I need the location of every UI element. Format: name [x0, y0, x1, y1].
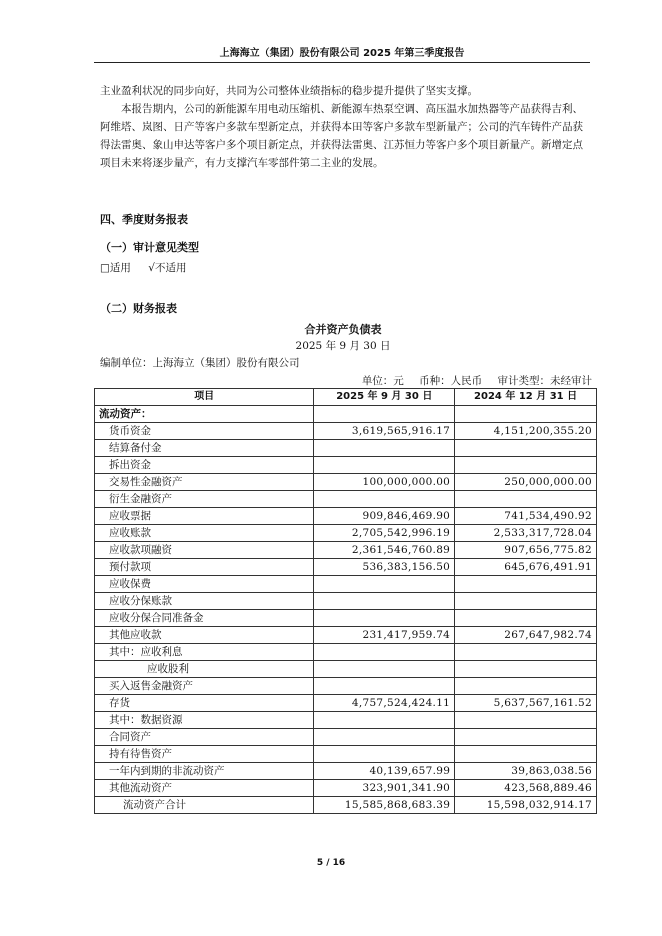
- table-row: [95, 729, 597, 746]
- row-label: 结算备付金: [95, 440, 314, 457]
- table-row: [95, 797, 597, 814]
- table-row: [95, 508, 597, 525]
- value-current-period: 536,383,156.50: [314, 559, 455, 576]
- value-current-period: 323,901,341.90: [314, 780, 455, 797]
- value-prior-period: [455, 576, 597, 593]
- value-prior-period: 645,676,491.91: [455, 559, 597, 576]
- value-current-period: 40,139,657.99: [314, 763, 455, 780]
- value-prior-period: 250,000,000.00: [455, 474, 597, 491]
- value-current-period: [314, 457, 455, 474]
- table-row: [95, 610, 597, 627]
- value-prior-period: [455, 746, 597, 763]
- table-row: [95, 474, 597, 491]
- value-current-period: [314, 491, 455, 508]
- value-current-period: 100,000,000.00: [314, 474, 455, 491]
- value-current-period: 2,361,546,760.89: [314, 542, 455, 559]
- table-row: [95, 712, 597, 729]
- financial-statements-heading: （二）财务报表: [100, 302, 177, 315]
- row-label: 流动资产合计: [95, 797, 314, 814]
- row-label: 持有待售资产: [95, 746, 314, 763]
- table-row: [95, 576, 597, 593]
- table-row: [95, 763, 597, 780]
- value-prior-period: [455, 678, 597, 695]
- value-prior-period: 741,534,490.92: [455, 508, 597, 525]
- audit-type: 审计类型：未经审计: [497, 375, 592, 387]
- table-header-row: [95, 389, 597, 406]
- value-current-period: 4,757,524,424.11: [314, 695, 455, 712]
- row-label: 一年内到期的非流动资产: [95, 763, 314, 780]
- balance-sheet-table: [94, 388, 597, 814]
- value-prior-period: 15,598,032,914.17: [455, 797, 597, 814]
- table-row: [95, 491, 597, 508]
- body-paragraph-1: 主业盈利状况的同步向好，共同为公司整体业绩指标的稳步提升提供了坚实支撑。: [100, 85, 478, 97]
- value-prior-period: 907,656,775.82: [455, 542, 597, 559]
- row-label: 拆出资金: [95, 457, 314, 474]
- option-not-applicable: √不适用: [148, 262, 187, 274]
- audit-opinion-options: [100, 260, 200, 275]
- row-label: 其他流动资产: [95, 780, 314, 797]
- currency-unit: 单位：元: [361, 375, 404, 387]
- table-row: [95, 746, 597, 763]
- table-row: [95, 780, 597, 797]
- balance-sheet-date: 2025 年 9 月 30 日: [295, 340, 391, 352]
- value-prior-period: [455, 440, 597, 457]
- table-row: [95, 525, 597, 542]
- value-prior-period: 267,647,982.74: [455, 627, 597, 644]
- value-prior-period: [455, 593, 597, 610]
- row-label: 其中：数据资源: [95, 712, 314, 729]
- value-current-period: [314, 610, 455, 627]
- row-label: 货币资金: [95, 423, 314, 440]
- value-current-period: [314, 644, 455, 661]
- value-prior-period: [455, 729, 597, 746]
- table-row: [95, 695, 597, 712]
- value-prior-period: 5,637,567,161.52: [455, 695, 597, 712]
- value-current-period: 3,619,565,916.17: [314, 423, 455, 440]
- value-prior-period: [455, 661, 597, 678]
- value-prior-period: [455, 712, 597, 729]
- currency: 币种：人民币: [419, 375, 483, 387]
- table-row: [95, 440, 597, 457]
- value-prior-period: [455, 406, 597, 423]
- table-row: [95, 593, 597, 610]
- table-row: [95, 627, 597, 644]
- row-label: 应收保费: [95, 576, 314, 593]
- section-heading-financial-statements: 四、季度财务报表: [100, 213, 188, 226]
- option-applicable: □适用: [100, 262, 131, 274]
- value-prior-period: 423,568,889.46: [455, 780, 597, 797]
- table-row: [95, 644, 597, 661]
- body-paragraph-2: 本报告期内，公司的新能源车用电动压缩机、新能源车热泵空调、高压温水加热器等产品获得吉利、阿维塔、岚图、日产等客户多款车型新定点，并获得本田等客户多款车型新量产；公司的汽车铸件产品获得法雷奥、象山申达等客户多个项目新定点，并获得法雷奥、江苏恒力等客户多个项目新量产。新增定点项目未来将逐步量产，有力支撑汽车零部件第二主业的发展。: [100, 103, 583, 169]
- value-prior-period: [455, 491, 597, 508]
- row-label: 应收票据: [95, 508, 314, 525]
- table-row: [95, 678, 597, 695]
- row-label: 应收账款: [95, 525, 314, 542]
- row-label: 应收款项融资: [95, 542, 314, 559]
- row-label: 应收股利: [95, 661, 314, 678]
- table-row: [95, 542, 597, 559]
- value-current-period: 15,585,868,683.39: [314, 797, 455, 814]
- row-label: 其他应收款: [95, 627, 314, 644]
- value-current-period: [314, 746, 455, 763]
- value-current-period: 2,705,542,996.19: [314, 525, 455, 542]
- value-current-period: [314, 729, 455, 746]
- value-current-period: [314, 440, 455, 457]
- row-label: 预付款项: [95, 559, 314, 576]
- table-row: [95, 457, 597, 474]
- value-prior-period: [455, 610, 597, 627]
- value-prior-period: [455, 457, 597, 474]
- value-prior-period: 4,151,200,355.20: [455, 423, 597, 440]
- balance-sheet-title: 合并资产负债表: [304, 323, 382, 336]
- row-label: 存货: [95, 695, 314, 712]
- balance-sheet-meta: [352, 373, 592, 388]
- row-label: 合同资产: [95, 729, 314, 746]
- table-row: [95, 406, 597, 423]
- value-current-period: [314, 661, 455, 678]
- row-label: 流动资产：: [95, 406, 314, 423]
- value-prior-period: 39,863,038.56: [455, 763, 597, 780]
- row-label: 其中：应收利息: [95, 644, 314, 661]
- value-current-period: [314, 593, 455, 610]
- page-number: 5 / 16: [316, 858, 346, 868]
- row-label: 买入返售金融资产: [95, 678, 314, 695]
- row-label: 交易性金融资产: [95, 474, 314, 491]
- value-current-period: 231,417,959.74: [314, 627, 455, 644]
- table-row: [95, 559, 597, 576]
- value-current-period: [314, 678, 455, 695]
- value-prior-period: 2,533,317,728.04: [455, 525, 597, 542]
- table-row: [95, 661, 597, 678]
- preparing-entity: 编制单位：上海海立（集团）股份有限公司: [100, 357, 300, 369]
- value-prior-period: [455, 644, 597, 661]
- column-header-current: 2025 年 9 月 30 日: [314, 389, 455, 406]
- audit-opinion-heading: （一）审计意见类型: [100, 241, 199, 254]
- report-header: 上海海立（集团）股份有限公司 2025 年第三季度报告: [94, 44, 590, 63]
- row-label: 应收分保合同准备金: [95, 610, 314, 627]
- value-current-period: [314, 712, 455, 729]
- table-row: [95, 423, 597, 440]
- value-current-period: 909,846,469.90: [314, 508, 455, 525]
- column-header-item: 项目: [95, 389, 314, 406]
- row-label: 衍生金融资产: [95, 491, 314, 508]
- value-current-period: [314, 406, 455, 423]
- column-header-prior: 2024 年 12 月 31 日: [455, 389, 597, 406]
- value-current-period: [314, 576, 455, 593]
- row-label: 应收分保账款: [95, 593, 314, 610]
